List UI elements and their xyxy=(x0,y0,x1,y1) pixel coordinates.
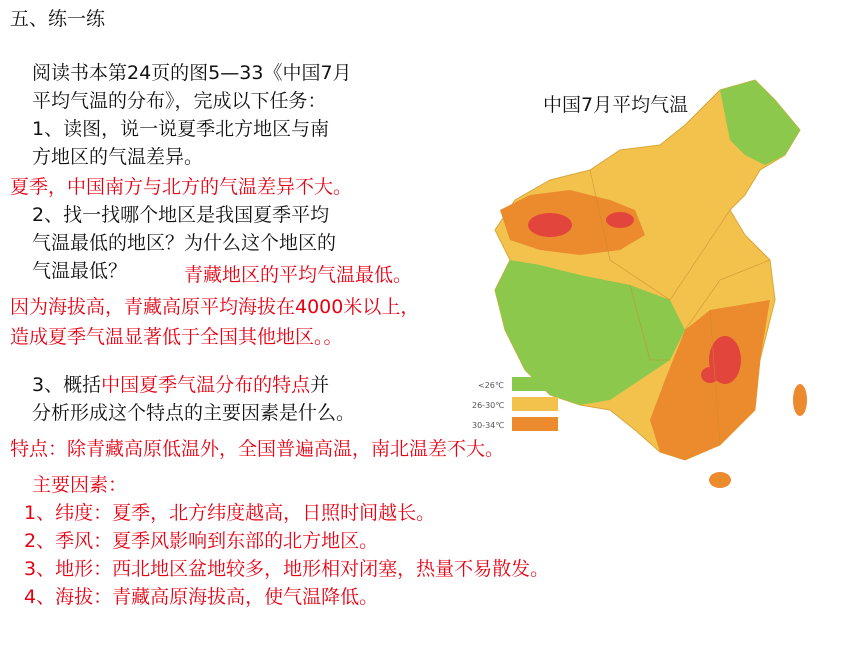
task3-line-1 xyxy=(32,376,329,395)
section-title: 五、练一练 xyxy=(10,8,106,30)
map-title: 中国7月平均气温 xyxy=(540,95,691,116)
intro-line-1: 阅读书本第24页的图5—33《中国7月 xyxy=(32,62,352,84)
china-july-temperature-map xyxy=(470,60,830,500)
task3-line-2: 分析形成这个特点的主要因素是什么。 xyxy=(32,402,356,424)
task2-answer-line-1: 因为海拔高，青藏高原平均海拔在4000米以上， xyxy=(10,296,420,318)
task3-prefix: 3、概括 xyxy=(32,374,102,396)
map-region-hottest xyxy=(528,213,572,237)
task3-highlight: 中国夏季气温分布的特点 xyxy=(101,374,311,396)
task2-line-2: 气温最低的地区？为什么这个地区的 xyxy=(32,232,337,254)
map-graphic xyxy=(470,60,830,500)
intro-line-2: 平均气温的分布》，完成以下任务： xyxy=(32,90,327,112)
legend-swatch-warm xyxy=(512,397,558,411)
task1-line-1: 1、读图，说一说夏季北方地区与南 xyxy=(32,118,330,140)
map-legend xyxy=(472,377,558,431)
map-taiwan xyxy=(793,384,807,416)
task2-line-1: 2、找一找哪个地区是我国夏季平均 xyxy=(32,204,330,226)
legend-swatch-hot xyxy=(512,417,558,431)
legend-label-warm: 26-30℃ xyxy=(472,401,505,410)
task1-line-2: 方地区的气温差异。 xyxy=(32,146,204,168)
task2-line-3: 气温最低？ xyxy=(32,260,128,282)
factor-item: 2、季风：夏季风影响到东部的北方地区。 xyxy=(24,530,379,552)
task2-answer-inline: 青藏地区的平均气温最低。 xyxy=(184,264,413,286)
task1-answer: 夏季，中国南方与北方的气温差异不大。 xyxy=(10,176,353,198)
legend-label-hot: 30-34℃ xyxy=(472,421,505,430)
legend-swatch-cool xyxy=(512,377,558,391)
factor-item: 1、纬度：夏季，北方纬度越高，日照时间越长。 xyxy=(24,502,436,524)
map-hainan xyxy=(709,472,731,488)
map-region-hottest xyxy=(701,367,719,383)
factor-item: 3、地形：西北地区盆地较多，地形相对闭塞，热量不易散发。 xyxy=(24,558,550,580)
map-region-hottest xyxy=(606,212,634,228)
legend-label-cool: <26℃ xyxy=(478,381,504,390)
task3-suffix: 并 xyxy=(310,374,330,396)
task2-answer-line-2: 造成夏季气温显著低于全国其他地区。。 xyxy=(10,326,343,348)
task3-feature: 特点：除青藏高原低温外，全国普遍高温，南北温差不大。 xyxy=(10,438,505,460)
factors-title: 主要因素： xyxy=(32,474,128,496)
factor-item: 4、海拔：青藏高原海拔高，使气温降低。 xyxy=(24,586,379,608)
